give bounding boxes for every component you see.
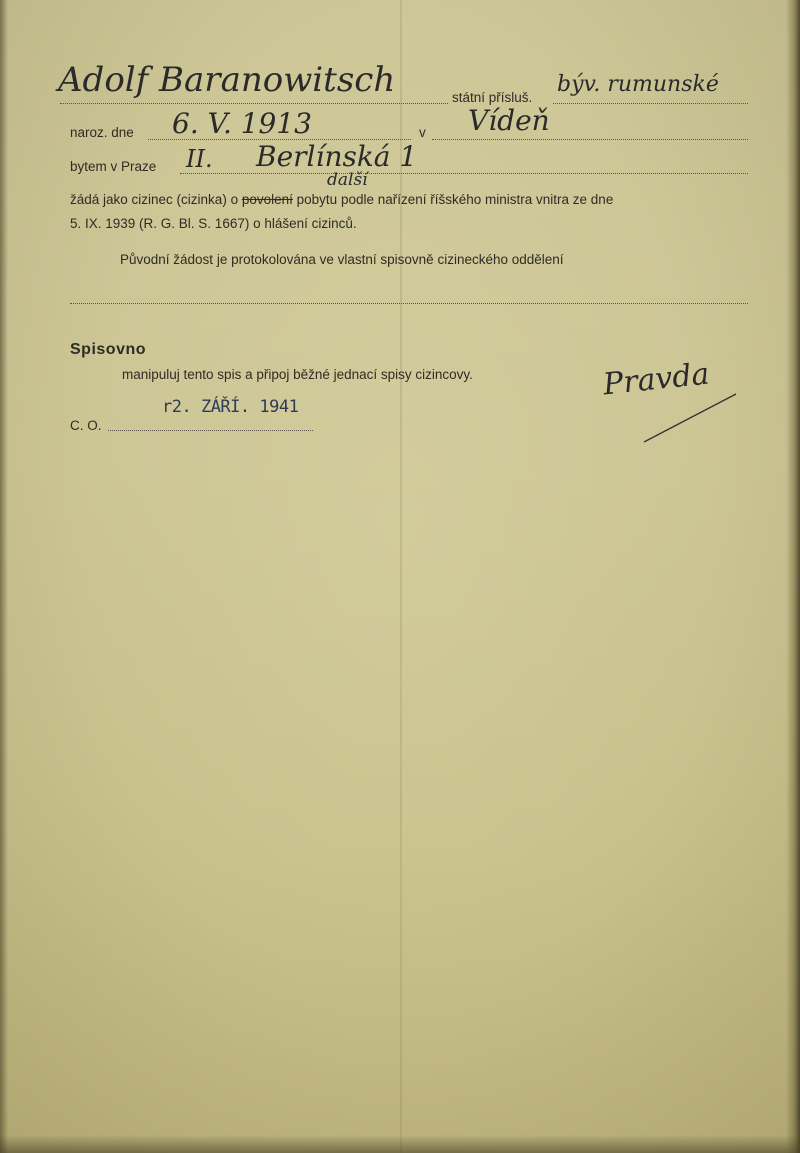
date-stamp-mark: r (162, 397, 172, 417)
registry-instruction: manipuluj tento spis a připoj běžné jednací spisy cizincovy. (122, 367, 473, 382)
signature-handwritten: Pravda (601, 356, 711, 403)
birth-date-handwritten-value: 6. V. 1913 (172, 107, 312, 140)
inserted-word-handwritten: další (327, 170, 368, 190)
date-stamp (162, 397, 298, 417)
request-text-part2: pobytu podle nařízení říšského ministra vnitra ze dne (296, 192, 614, 207)
nationality-dotted-line (553, 103, 748, 104)
request-text-part1: žádá jako cizinec (cizinka) o (70, 192, 239, 207)
birth-place-label: v (419, 125, 426, 140)
page-left-edge-shadow (0, 0, 8, 1153)
original-request-note: Původní žádost je protokolována ve vlastní spisovně cizineckého oddělení (120, 252, 564, 267)
residence-street-handwritten-value: Berlínská 1 (256, 140, 418, 173)
name-dotted-line (60, 103, 448, 104)
residence-dotted-line (180, 173, 748, 174)
birth-date-label: naroz. dne (70, 125, 134, 140)
birth-place-handwritten-value: Vídeň (468, 104, 550, 137)
birth-place-dotted-line (432, 139, 748, 140)
page-right-edge-shadow (786, 0, 800, 1153)
page-bottom-edge-shadow (0, 1135, 800, 1153)
request-struck-word: povolení (241, 192, 293, 207)
note-dotted-line (70, 303, 748, 304)
residence-label: bytem v Praze (70, 159, 157, 174)
request-paragraph (70, 188, 748, 236)
nationality-handwritten-value: býv. rumunské (557, 72, 719, 97)
request-text-line2: 5. IX. 1939 (R. G. Bl. S. 1667) o hlášení cizinců. (70, 216, 357, 231)
co-label: C. O. (70, 418, 102, 433)
co-dotted-line (108, 430, 313, 431)
registry-heading: Spisovno (70, 341, 147, 358)
name-handwritten-value: Adolf Baranowitsch (58, 60, 396, 100)
date-stamp-text: 2. ZÁŘÍ. 1941 (171, 397, 299, 417)
signature-flourish (640, 388, 740, 448)
residence-district-handwritten-value: II. (186, 145, 213, 173)
nationality-label: státní přísluš. (452, 90, 533, 105)
